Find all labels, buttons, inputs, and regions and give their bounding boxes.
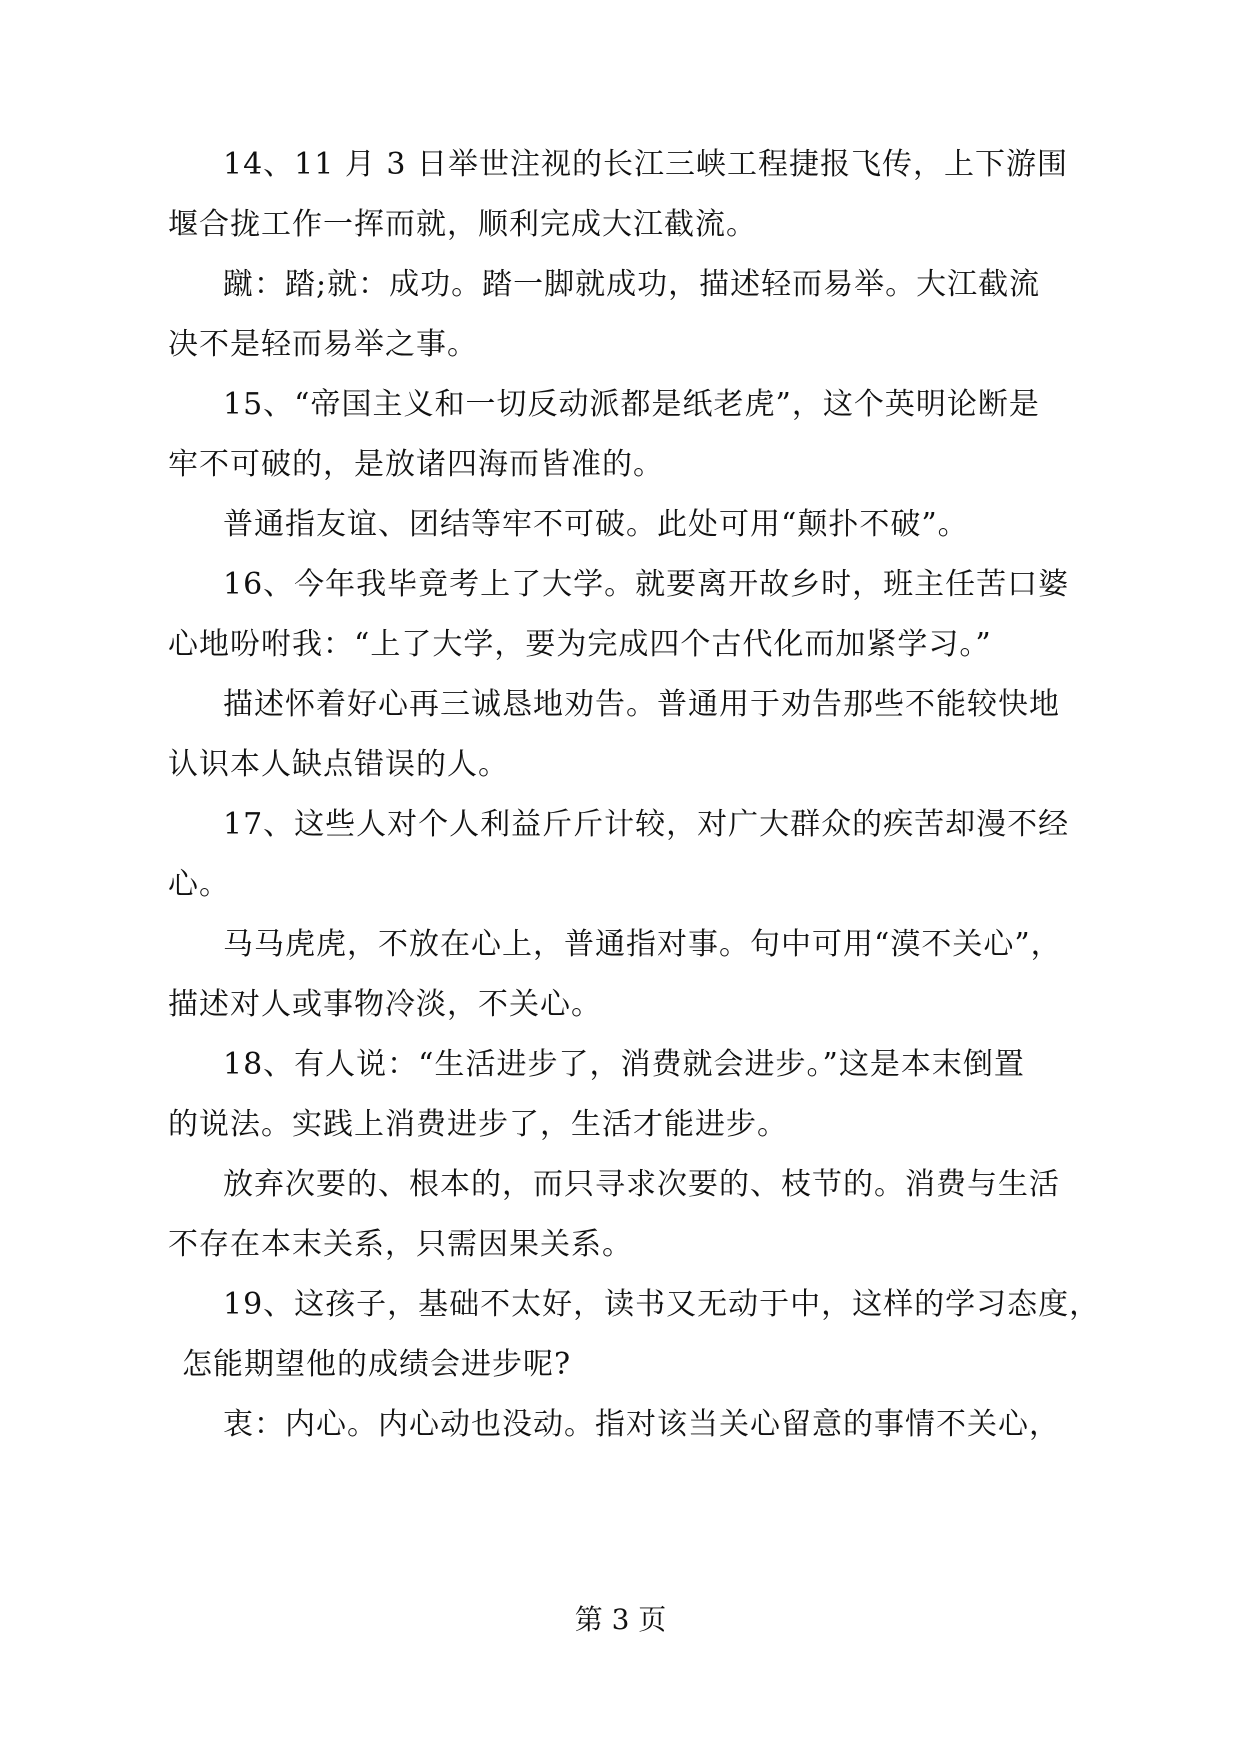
text-line: 衷：内心。内心动也没动。指对该当关心留意的事情不关心， <box>223 1407 1060 1442</box>
text-line: 蹴：踏;就：成功。踏一脚就成功，描述轻而易举。大江截流 <box>223 267 1041 302</box>
text-line: 16、今年我毕竟考上了大学。就要离开故乡时，班主任苦口婆 <box>223 567 1070 602</box>
text-line: 19、这孩子，基础不太好，读书又无动于中，这样的学习态度， <box>223 1287 1101 1322</box>
text-line: 放弃次要的、根本的，而只寻求次要的、枝节的。消费与生活 <box>223 1167 1060 1202</box>
text-line: 17、这些人对个人利益斤斤计较，对广大群众的疾苦却漫不经 <box>223 807 1070 842</box>
text-line: 心地吩咐我：“上了大学，要为完成四个古代化而加紧学习。” <box>168 627 992 662</box>
text-line: 14、11 月 3 日举世注视的长江三峡工程捷报飞传，上下游围 <box>223 147 1069 182</box>
text-line: 牢不可破的，是放诸四海而皆准的。 <box>168 447 664 482</box>
text-line: 的说法。实践上消费进步了，生活才能进步。 <box>168 1107 788 1142</box>
text-line: 18、有人说：“生活进步了，消费就会进步。”这是本末倒置 <box>223 1047 1025 1082</box>
text-line: 马马虎虎，不放在心上，普通指对事。句中可用“漠不关心”， <box>223 927 1062 962</box>
text-line: 心。 <box>168 867 230 902</box>
text-line: 不存在本末关系，只需因果关系。 <box>168 1227 633 1262</box>
text-line: 普通指友谊、团结等牢不可破。此处可用“颠扑不破”。 <box>223 507 969 542</box>
text-line: 描述对人或事物冷淡，不关心。 <box>168 987 602 1022</box>
text-line: 认识本人缺点错误的人。 <box>168 747 509 782</box>
page-number-footer: 第 3 页 <box>574 1603 667 1636</box>
text-line: 描述怀着好心再三诚恳地劝告。普通用于劝告那些不能较快地 <box>223 687 1060 722</box>
text-line: 决不是轻而易举之事。 <box>168 327 478 362</box>
text-line: 15、“帝国主义和一切反动派都是纸老虎”，这个英明论断是 <box>223 387 1040 422</box>
text-line: 怎能期望他的成绩会进步呢? <box>182 1347 572 1382</box>
text-line: 堰合拢工作一挥而就，顺利完成大江截流。 <box>168 207 757 242</box>
